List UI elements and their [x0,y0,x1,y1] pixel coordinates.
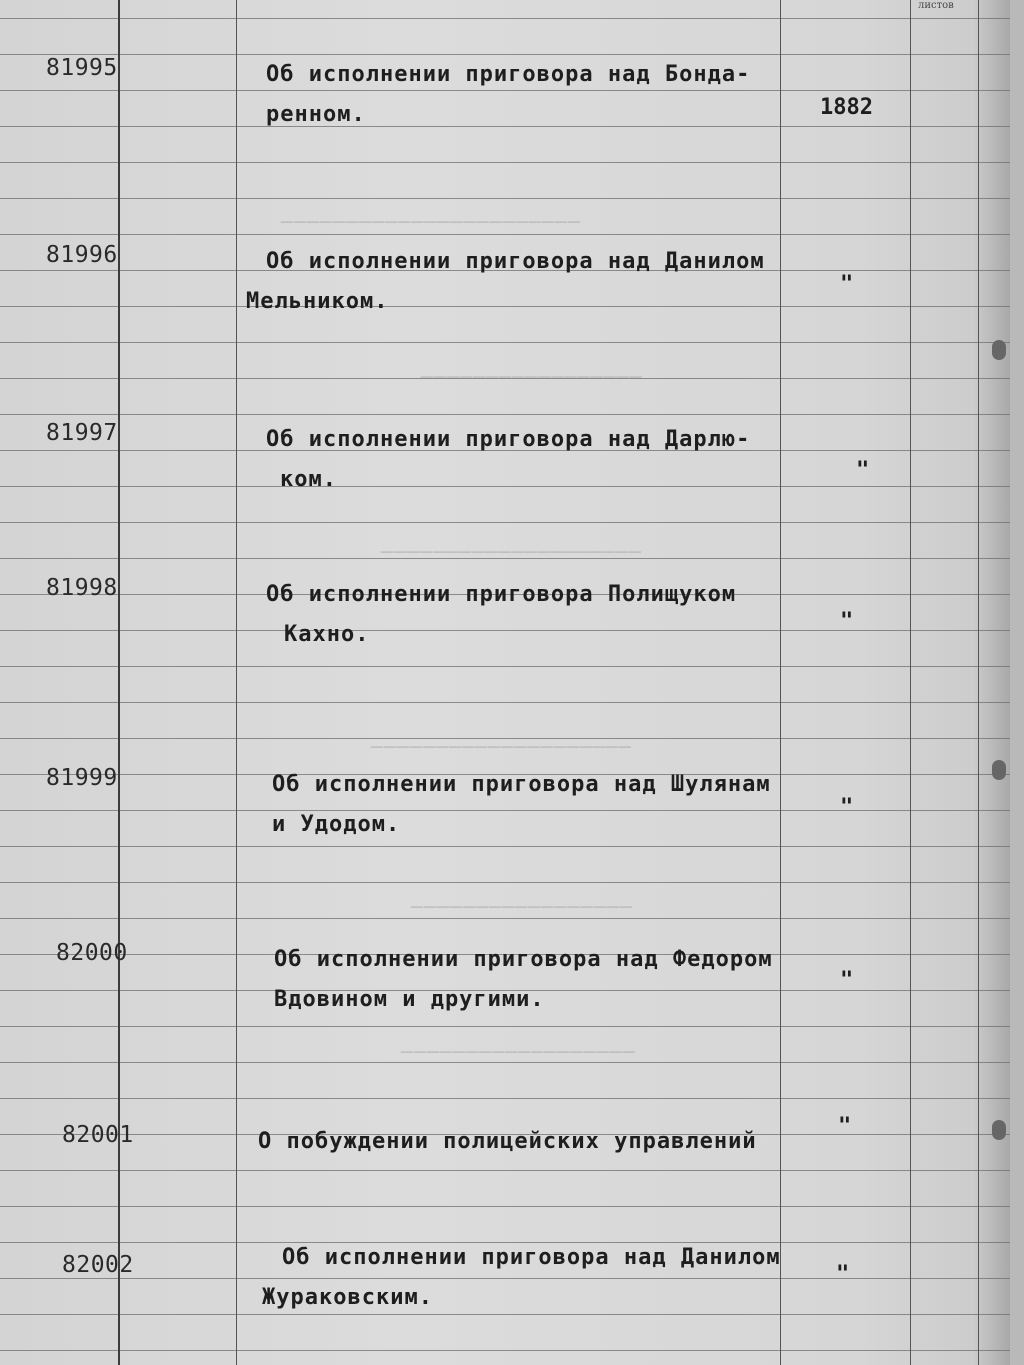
entry-title [266,420,786,500]
entry-title [266,575,786,655]
bleed-through-text: ─────────────────────── [280,210,580,234]
entry-title [274,940,794,1020]
entry-number: 81996 [46,242,118,268]
binder-hole [992,340,1006,360]
ledger-entry [0,1114,1010,1242]
entry-title-line: Об исполнении приговора над Дарлю- [266,427,751,452]
entry-number: 81995 [46,55,118,81]
bleed-through-text: ──────────────────── [380,540,641,564]
bleed-through-text: ───────────────── [410,895,632,919]
ledger-entry [0,940,1010,1060]
entry-title-line: Кахно. [284,622,370,647]
entry-title-line: Мельником. [246,289,389,314]
ledger-entry [0,765,1010,885]
entry-title-line: Об исполнении приговора над Данилом [266,249,765,274]
ledger-entry [0,420,1010,540]
entry-title-line: ренном. [266,102,366,127]
entry-number: 81998 [46,575,118,601]
ruled-line [0,18,1010,19]
entry-title [246,242,786,322]
ruled-line [0,198,1010,199]
ruled-line [0,1098,1010,1099]
entry-title [272,765,792,845]
entry-number: 82001 [62,1122,134,1148]
binder-hole [992,760,1006,780]
ledger-entry [0,55,1010,175]
ruled-line [0,234,1010,235]
bleed-through-text: ──────────────────── [370,735,631,759]
entry-title-line: Об исполнении приговора над Федором [274,947,773,972]
entry-ditto-mark: " [856,458,870,483]
entry-ditto-mark: " [840,609,854,634]
entry-title [266,55,786,135]
entry-title-line: О побуждении полицейских управлений [258,1129,757,1154]
entry-title-line: Об исполнении приговора Полищуком [266,582,737,607]
ledger-entry [0,1238,1010,1358]
bleed-through-text: ───────────────── [420,365,642,389]
entry-title-line: Жураковским. [262,1285,433,1310]
bleed-through-text: ────────────────── [400,1040,635,1064]
ledger-entry [0,575,1010,695]
entry-title-line: и Удодом. [272,812,401,837]
entry-year: 1882 [820,95,873,120]
entry-title-line: Об исполнении приговора над Шулянам [272,772,771,797]
column-header-sheets: листов [918,0,954,11]
entry-title [262,1238,802,1318]
entry-number: 81997 [46,420,118,446]
entry-ditto-mark: " [840,272,854,297]
entry-title-line: Об исполнении приговора над Бонда- [266,62,751,87]
entry-title-line: Вдовином и другими. [274,987,545,1012]
entry-number: 82002 [62,1252,134,1278]
entry-ditto-mark: " [840,795,854,820]
entry-number: 82000 [56,940,128,966]
entry-title-line: Об исполнении приговора над Данилом [282,1245,781,1270]
ruled-line [0,702,1010,703]
entry-title-line: ком. [280,467,337,492]
ledger-entry [0,242,1010,362]
entry-ditto-mark: " [836,1262,850,1287]
entry-ditto-mark: " [838,1114,852,1139]
entry-ditto-mark: " [840,968,854,993]
ruled-line [0,414,1010,415]
binder-hole [992,1120,1006,1140]
entry-title [258,1122,778,1162]
entry-number: 81999 [46,765,118,791]
